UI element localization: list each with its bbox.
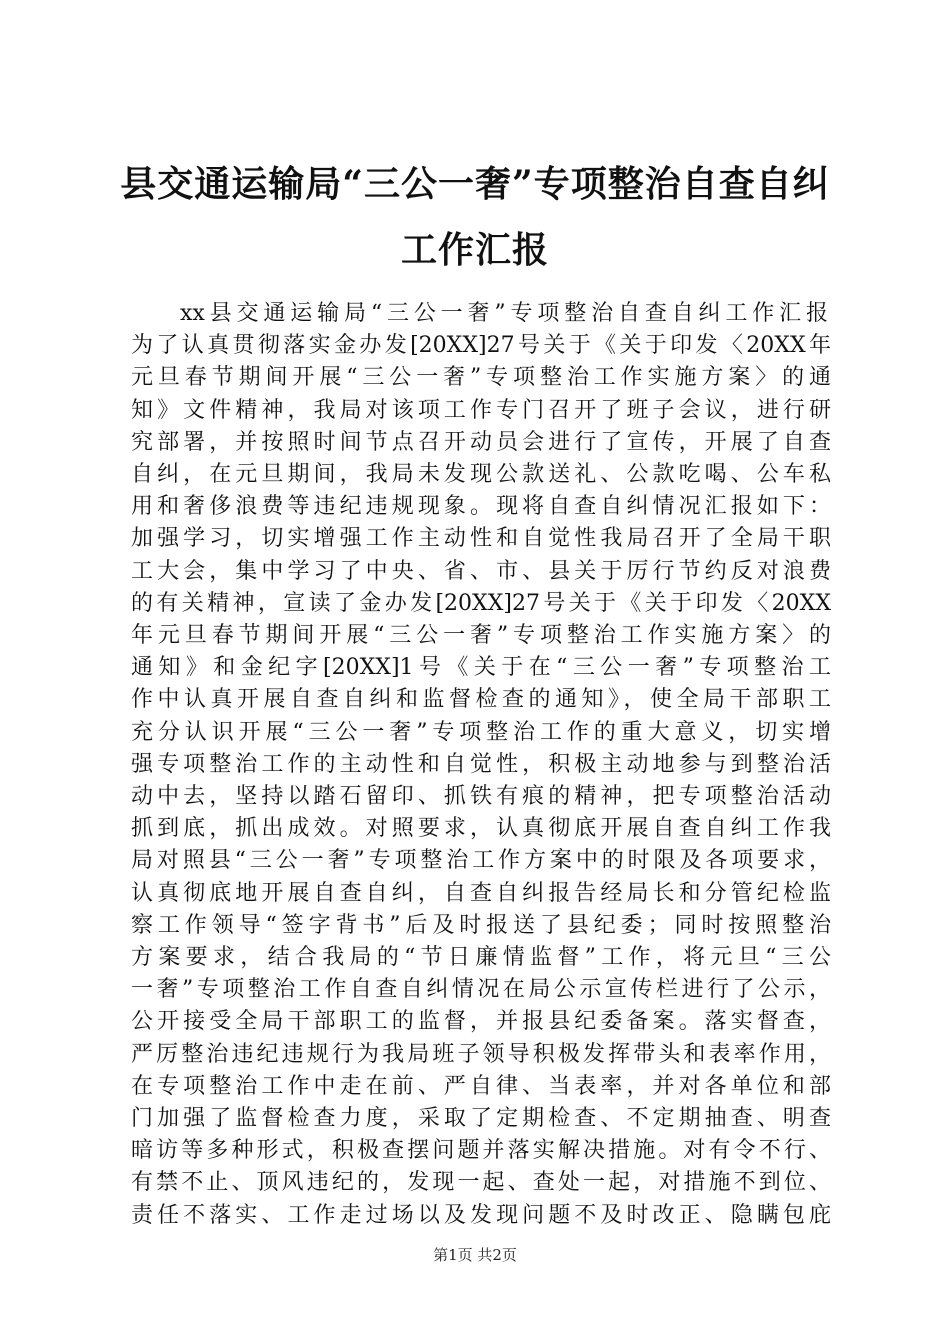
- document-title-line-1: 县交通运输局“三公一奢”专项整治自查自纠: [120, 163, 830, 205]
- body-line: 抓到底，抓出成效。对照要求，认真彻底开展自查自纠工作我: [131, 816, 831, 842]
- body-line: 加强学习，切实增强工作主动性和自觉性我局召开了全局干职: [131, 526, 831, 552]
- body-line: 的有关精神，宣读了金办发[20XX]27号关于《关于印发〈20XX: [131, 590, 831, 616]
- body-line: xx县交通运输局“三公一奢”专项整治自查自纠工作汇报: [180, 301, 828, 326]
- body-line: 充分认识开展“三公一奢”专项整治工作的重大意义，切实增: [131, 719, 831, 745]
- body-line: 用和奢侈浪费等违纪违规现象。现将自查自纠情况汇报如下：: [131, 494, 831, 520]
- body-line: 有禁不止、顶风违纪的，发现一起、查处一起，对措施不到位、: [131, 1170, 831, 1196]
- body-line: 知》文件精神，我局对该项工作专门召开了班子会议，进行研: [131, 397, 831, 423]
- body-line: 作中认真开展自查自纠和监督检查的通知》，使全局干部职工: [131, 687, 831, 713]
- body-line: 工大会，集中学习了中央、省、市、县关于厉行节约反对浪费: [131, 558, 831, 584]
- body-line: 公开接受全局干部职工的监督，并报县纪委备案。落实督查，: [131, 1009, 831, 1035]
- body-line: 强专项整治工作的主动性和自觉性，积极主动地参与到整治活: [131, 751, 831, 777]
- body-line: 方案要求，结合我局的“节日廉情监督”工作，将元旦“三公: [131, 945, 831, 970]
- page-number-footer: 第1页 共2页: [433, 1246, 517, 1264]
- body-line: 局对照县“三公一奢”专项整治工作方案中的时限及各项要求，: [131, 848, 831, 874]
- body-line: 暗访等多种形式，积极查摆问题并落实解决措施。对有令不行、: [131, 1138, 831, 1164]
- body-line: 一奢”专项整治工作自查自纠情况在局公示宣传栏进行了公示，: [131, 977, 831, 1003]
- body-line: 为了认真贯彻落实金办发[20XX]27号关于《关于印发〈20XX年: [131, 333, 831, 359]
- body-line: 察工作领导“签字背书”后及时报送了县纪委；同时按照整治: [131, 912, 831, 938]
- body-line: 认真彻底地开展自查自纠，自查自纠报告经局长和分管纪检监: [131, 880, 831, 906]
- body-line: 年元旦春节期间开展“三公一奢”专项整治工作实施方案〉的: [131, 623, 831, 648]
- body-line: 自纠，在元旦期间，我局未发现公款送礼、公款吃喝、公车私: [131, 462, 831, 487]
- body-line: 责任不落实、工作走过场以及发现问题不及时改正、隐瞒包庇: [131, 1202, 831, 1228]
- body-line: 在专项整治工作中走在前、严自律、当表率，并对各单位和部: [131, 1073, 831, 1099]
- body-line: 严厉整治违纪违规行为我局班子领导积极发挥带头和表率作用，: [131, 1041, 831, 1067]
- body-line: 元旦春节期间开展“三公一奢”专项整治工作实施方案〉的通: [131, 365, 831, 391]
- body-line: 通知》和金纪字[20XX]1号《关于在“三公一奢”专项整治工: [131, 655, 831, 681]
- body-line: 究部署，并按照时间节点召开动员会进行了宣传，开展了自查: [131, 429, 831, 455]
- body-line: 门加强了监督检查力度，采取了定期检查、不定期抽查、明查: [131, 1106, 831, 1131]
- document-title-line-2: 工作汇报: [400, 229, 549, 271]
- body-line: 动中去，坚持以踏石留印、抓铁有痕的精神，把专项整治活动: [131, 784, 831, 809]
